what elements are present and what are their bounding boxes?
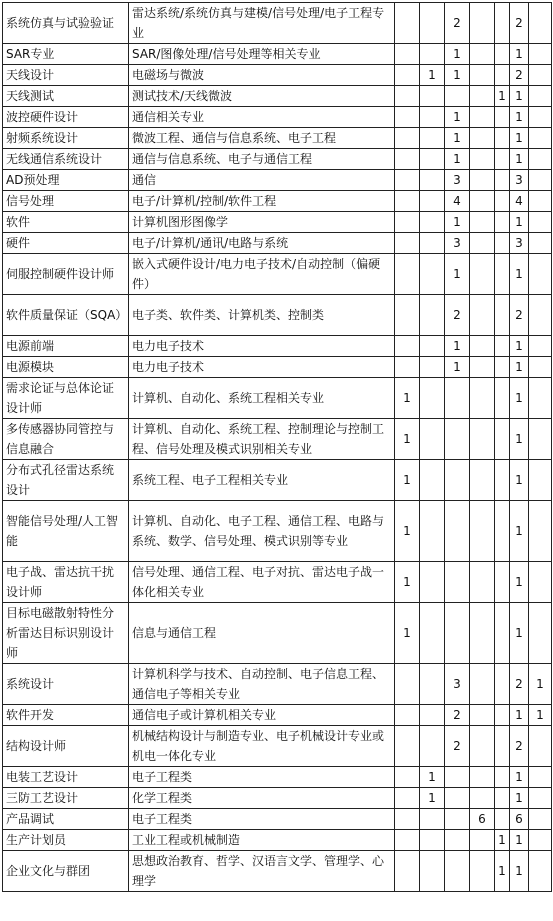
count-cell [495, 336, 510, 357]
count-cell [420, 603, 445, 664]
count-cell [445, 809, 470, 830]
count-cell [470, 107, 495, 128]
count-cell [529, 357, 552, 378]
count-cell: 1 [510, 254, 529, 295]
position-cell: 电源模块 [3, 357, 129, 378]
majors-cell: 电子/计算机/通讯/电路与系统 [129, 233, 395, 254]
count-cell [395, 107, 420, 128]
count-cell [495, 357, 510, 378]
count-cell: 1 [395, 378, 420, 419]
count-cell: 2 [445, 705, 470, 726]
count-cell: 6 [470, 809, 495, 830]
count-cell: 1 [495, 851, 510, 892]
position-cell: 目标电磁散射特性分析雷达目标识别设计师 [3, 603, 129, 664]
table-row [3, 128, 552, 149]
count-cell [470, 664, 495, 705]
count-cell [420, 378, 445, 419]
table-row [3, 562, 552, 603]
count-cell: 3 [445, 233, 470, 254]
count-cell: 1 [395, 562, 420, 603]
count-cell [445, 788, 470, 809]
count-cell [495, 3, 510, 44]
count-cell: 1 [445, 128, 470, 149]
count-cell [395, 830, 420, 851]
position-cell: 软件开发 [3, 705, 129, 726]
count-cell [470, 705, 495, 726]
majors-cell: 通信相关专业 [129, 107, 395, 128]
count-cell [470, 357, 495, 378]
count-cell [395, 357, 420, 378]
majors-cell: 计算机科学与技术、自动控制、电子信息工程、通信电子等相关专业 [129, 664, 395, 705]
count-cell: 1 [510, 107, 529, 128]
count-cell: 2 [510, 664, 529, 705]
count-cell [529, 128, 552, 149]
count-cell [420, 809, 445, 830]
count-cell [445, 603, 470, 664]
count-cell: 4 [445, 191, 470, 212]
count-cell [445, 562, 470, 603]
majors-cell: 通信与信息系统、电子与通信工程 [129, 149, 395, 170]
count-cell [495, 378, 510, 419]
count-cell [529, 562, 552, 603]
count-cell [495, 191, 510, 212]
position-cell: 多传感器协同管控与信息融合 [3, 419, 129, 460]
count-cell [470, 336, 495, 357]
majors-cell: 通信 [129, 170, 395, 191]
position-cell: 信号处理 [3, 191, 129, 212]
count-cell: 1 [510, 603, 529, 664]
count-cell [495, 65, 510, 86]
position-cell: 需求论证与总体论证设计师 [3, 378, 129, 419]
count-cell [395, 170, 420, 191]
count-cell [420, 86, 445, 107]
count-cell [495, 603, 510, 664]
table-row [3, 65, 552, 86]
count-cell [495, 705, 510, 726]
count-cell [529, 44, 552, 65]
count-cell [470, 65, 495, 86]
count-cell [420, 705, 445, 726]
count-cell: 1 [495, 86, 510, 107]
table-row [3, 295, 552, 336]
count-cell [470, 191, 495, 212]
count-cell [495, 149, 510, 170]
count-cell [470, 460, 495, 501]
count-cell: 2 [510, 295, 529, 336]
count-cell [420, 128, 445, 149]
count-cell: 2 [445, 295, 470, 336]
count-cell [420, 191, 445, 212]
count-cell [395, 788, 420, 809]
count-cell: 1 [445, 149, 470, 170]
count-cell [420, 212, 445, 233]
count-cell [420, 254, 445, 295]
table-row [3, 851, 552, 892]
count-cell [495, 809, 510, 830]
count-cell [529, 149, 552, 170]
count-cell: 3 [445, 170, 470, 191]
count-cell [470, 378, 495, 419]
count-cell [470, 233, 495, 254]
count-cell [395, 664, 420, 705]
count-cell [445, 830, 470, 851]
count-cell [420, 107, 445, 128]
count-cell [470, 726, 495, 767]
majors-cell: 机械结构设计与制造专业、电子机械设计专业或机电一体化专业 [129, 726, 395, 767]
count-cell [529, 170, 552, 191]
table-row [3, 603, 552, 664]
position-cell: 射频系统设计 [3, 128, 129, 149]
count-cell [395, 191, 420, 212]
count-cell: 1 [510, 501, 529, 562]
count-cell: 1 [445, 212, 470, 233]
count-cell [395, 851, 420, 892]
count-cell [420, 149, 445, 170]
count-cell [529, 107, 552, 128]
count-cell: 1 [510, 212, 529, 233]
majors-cell: 计算机、自动化、系统工程、控制理论与控制工程、信号处理及模式识别相关专业 [129, 419, 395, 460]
count-cell [495, 501, 510, 562]
count-cell: 1 [510, 767, 529, 788]
count-cell [395, 809, 420, 830]
majors-cell: 电子工程类 [129, 809, 395, 830]
count-cell: 1 [510, 830, 529, 851]
count-cell [529, 295, 552, 336]
positions-table [2, 2, 552, 892]
count-cell [420, 44, 445, 65]
table-row [3, 419, 552, 460]
count-cell: 1 [510, 851, 529, 892]
count-cell [470, 254, 495, 295]
count-cell: 1 [510, 357, 529, 378]
count-cell [395, 336, 420, 357]
count-cell [470, 603, 495, 664]
count-cell [470, 3, 495, 44]
table-row [3, 357, 552, 378]
count-cell [420, 3, 445, 44]
majors-cell: 计算机图形图像学 [129, 212, 395, 233]
count-cell [529, 378, 552, 419]
majors-cell: 信号处理、通信工程、电子对抗、雷达电子战一体化相关专业 [129, 562, 395, 603]
position-cell: 系统仿真与试验验证 [3, 3, 129, 44]
count-cell [529, 86, 552, 107]
majors-cell: 电子类、软件类、计算机类、控制类 [129, 295, 395, 336]
majors-cell: 工业工程或机械制造 [129, 830, 395, 851]
count-cell: 1 [495, 830, 510, 851]
count-cell [470, 86, 495, 107]
count-cell [420, 170, 445, 191]
count-cell [445, 851, 470, 892]
count-cell [470, 170, 495, 191]
count-cell [495, 128, 510, 149]
count-cell: 1 [510, 460, 529, 501]
count-cell [445, 501, 470, 562]
table-row [3, 212, 552, 233]
count-cell [529, 191, 552, 212]
table-row [3, 336, 552, 357]
position-cell: 波控硬件设计 [3, 107, 129, 128]
count-cell [470, 830, 495, 851]
count-cell [529, 460, 552, 501]
count-cell [470, 295, 495, 336]
count-cell [529, 726, 552, 767]
majors-cell: 思想政治教育、哲学、汉语言文学、管理学、心理学 [129, 851, 395, 892]
count-cell [495, 419, 510, 460]
count-cell [395, 767, 420, 788]
table-row [3, 149, 552, 170]
position-cell: 电子战、雷达抗干扰设计师 [3, 562, 129, 603]
count-cell [470, 562, 495, 603]
count-cell: 1 [510, 378, 529, 419]
count-cell [495, 233, 510, 254]
count-cell [529, 336, 552, 357]
count-cell: 1 [395, 603, 420, 664]
table-row [3, 830, 552, 851]
majors-cell: 通信电子或计算机相关专业 [129, 705, 395, 726]
count-cell [470, 851, 495, 892]
count-cell: 1 [510, 86, 529, 107]
table-row [3, 705, 552, 726]
position-cell: 三防工艺设计 [3, 788, 129, 809]
count-cell [529, 233, 552, 254]
table-row [3, 378, 552, 419]
majors-cell: 电子/计算机/控制/软件工程 [129, 191, 395, 212]
count-cell [529, 65, 552, 86]
count-cell [470, 419, 495, 460]
table-row [3, 809, 552, 830]
count-cell [495, 664, 510, 705]
table-row [3, 170, 552, 191]
count-cell [420, 726, 445, 767]
count-cell [445, 460, 470, 501]
position-cell: 产品调试 [3, 809, 129, 830]
count-cell [420, 830, 445, 851]
count-cell [495, 460, 510, 501]
count-cell: 1 [395, 419, 420, 460]
count-cell [395, 212, 420, 233]
count-cell [395, 65, 420, 86]
count-cell [529, 603, 552, 664]
count-cell [495, 212, 510, 233]
count-cell [495, 107, 510, 128]
count-cell: 1 [420, 788, 445, 809]
position-cell: 软件 [3, 212, 129, 233]
count-cell [470, 788, 495, 809]
count-cell [395, 254, 420, 295]
count-cell: 1 [510, 788, 529, 809]
count-cell [420, 357, 445, 378]
count-cell: 1 [510, 149, 529, 170]
position-cell: 生产计划员 [3, 830, 129, 851]
count-cell [529, 767, 552, 788]
count-cell [395, 295, 420, 336]
majors-cell: 微波工程、通信与信息系统、电子工程 [129, 128, 395, 149]
position-cell: 天线测试 [3, 86, 129, 107]
table-row [3, 664, 552, 705]
count-cell [495, 562, 510, 603]
count-cell [495, 788, 510, 809]
count-cell: 1 [445, 44, 470, 65]
count-cell: 1 [529, 705, 552, 726]
count-cell: 1 [445, 357, 470, 378]
position-cell: 无线通信系统设计 [3, 149, 129, 170]
majors-cell: 嵌入式硬件设计/电力电子技术/自动控制（偏硬件） [129, 254, 395, 295]
count-cell: 1 [510, 336, 529, 357]
count-cell [420, 233, 445, 254]
count-cell: 2 [510, 65, 529, 86]
count-cell [529, 254, 552, 295]
count-cell [470, 149, 495, 170]
position-cell: 结构设计师 [3, 726, 129, 767]
count-cell [420, 336, 445, 357]
count-cell: 3 [510, 170, 529, 191]
count-cell [395, 86, 420, 107]
count-cell [495, 726, 510, 767]
count-cell: 2 [510, 3, 529, 44]
position-cell: 软件质量保证（SQA） [3, 295, 129, 336]
count-cell [529, 851, 552, 892]
count-cell [395, 705, 420, 726]
table-row [3, 726, 552, 767]
count-cell [395, 44, 420, 65]
count-cell [395, 726, 420, 767]
count-cell: 3 [510, 233, 529, 254]
count-cell: 4 [510, 191, 529, 212]
majors-cell: 计算机、自动化、系统工程相关专业 [129, 378, 395, 419]
table-row [3, 501, 552, 562]
majors-cell: 电磁场与微波 [129, 65, 395, 86]
majors-cell: 计算机、自动化、电子工程、通信工程、电路与系统、数学、信号处理、模式识别等专业 [129, 501, 395, 562]
count-cell [529, 830, 552, 851]
count-cell: 1 [395, 460, 420, 501]
count-cell: 1 [445, 65, 470, 86]
count-cell [395, 149, 420, 170]
count-cell [529, 788, 552, 809]
majors-cell: SAR/图像处理/信号处理等相关专业 [129, 44, 395, 65]
count-cell: 1 [510, 44, 529, 65]
count-cell [420, 460, 445, 501]
position-cell: 电装工艺设计 [3, 767, 129, 788]
count-cell [470, 128, 495, 149]
majors-cell: 信息与通信工程 [129, 603, 395, 664]
position-cell: SAR专业 [3, 44, 129, 65]
count-cell: 1 [529, 664, 552, 705]
position-cell: 企业文化与群团 [3, 851, 129, 892]
count-cell [470, 767, 495, 788]
table-row [3, 233, 552, 254]
count-cell [445, 767, 470, 788]
count-cell [529, 501, 552, 562]
majors-cell: 电力电子技术 [129, 357, 395, 378]
count-cell [420, 562, 445, 603]
position-cell: 伺服控制硬件设计师 [3, 254, 129, 295]
majors-cell: 电子工程类 [129, 767, 395, 788]
table-row [3, 191, 552, 212]
count-cell [529, 212, 552, 233]
count-cell: 1 [510, 705, 529, 726]
count-cell: 2 [445, 726, 470, 767]
count-cell: 1 [445, 336, 470, 357]
majors-cell: 雷达系统/系统仿真与建模/信号处理/电子工程专业 [129, 3, 395, 44]
count-cell: 1 [445, 254, 470, 295]
table-row [3, 3, 552, 44]
count-cell [529, 419, 552, 460]
majors-cell: 系统工程、电子工程相关专业 [129, 460, 395, 501]
table-body [3, 3, 552, 892]
count-cell [529, 3, 552, 44]
count-cell [470, 212, 495, 233]
count-cell [470, 44, 495, 65]
count-cell: 3 [445, 664, 470, 705]
table-row [3, 107, 552, 128]
majors-cell: 电力电子技术 [129, 336, 395, 357]
table-row [3, 788, 552, 809]
count-cell [495, 254, 510, 295]
count-cell [445, 378, 470, 419]
count-cell [395, 128, 420, 149]
count-cell [529, 809, 552, 830]
position-cell: 天线设计 [3, 65, 129, 86]
table-row [3, 460, 552, 501]
position-cell: 智能信号处理/人工智能 [3, 501, 129, 562]
count-cell: 2 [445, 3, 470, 44]
count-cell [495, 170, 510, 191]
table-row [3, 254, 552, 295]
count-cell [470, 501, 495, 562]
count-cell: 2 [510, 726, 529, 767]
count-cell: 1 [395, 501, 420, 562]
count-cell [420, 295, 445, 336]
position-cell: 硬件 [3, 233, 129, 254]
count-cell [445, 419, 470, 460]
position-cell: 电源前端 [3, 336, 129, 357]
count-cell [395, 3, 420, 44]
count-cell [420, 501, 445, 562]
count-cell [495, 767, 510, 788]
position-cell: 系统设计 [3, 664, 129, 705]
count-cell: 1 [510, 419, 529, 460]
count-cell [420, 664, 445, 705]
majors-cell: 测试技术/天线微波 [129, 86, 395, 107]
count-cell: 1 [510, 128, 529, 149]
count-cell [495, 295, 510, 336]
count-cell: 1 [510, 562, 529, 603]
count-cell: 1 [420, 767, 445, 788]
count-cell [395, 233, 420, 254]
table-row [3, 86, 552, 107]
count-cell [420, 851, 445, 892]
position-cell: 分布式孔径雷达系统设计 [3, 460, 129, 501]
count-cell: 1 [420, 65, 445, 86]
count-cell: 6 [510, 809, 529, 830]
count-cell [445, 86, 470, 107]
majors-cell: 化学工程类 [129, 788, 395, 809]
table-row [3, 44, 552, 65]
count-cell: 1 [445, 107, 470, 128]
count-cell [495, 44, 510, 65]
position-cell: AD预处理 [3, 170, 129, 191]
count-cell [420, 419, 445, 460]
table-row [3, 767, 552, 788]
